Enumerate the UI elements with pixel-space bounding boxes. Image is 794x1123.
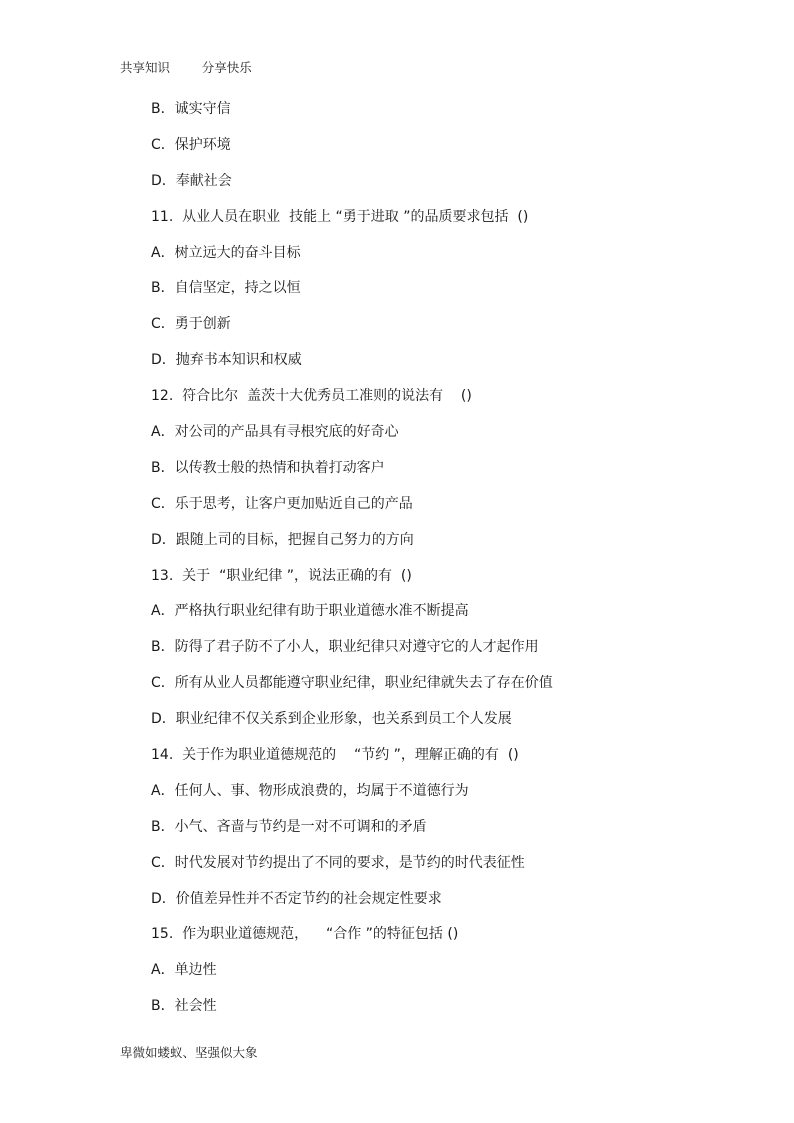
option-line: A．单边性 (151, 962, 217, 979)
option-line: C．乐于思考，让客户更加贴近自己的产品 (151, 495, 413, 512)
option-line: B．以传教士般的热情和执着打动客户 (151, 459, 385, 476)
option-line: A．对公司的产品具有寻根究底的好奇心 (151, 424, 399, 441)
page-footer: 卑微如蝼蚁、坚强似大象 (120, 1045, 258, 1060)
option-line: D．奉献社会 (151, 172, 232, 189)
option-line: D．职业纪律不仅关系到企业形象，也关系到员工个人发展 (151, 711, 512, 728)
option-line: A．严格执行职业纪律有助于职业道德水准不断提高 (151, 603, 469, 620)
option-line: C．保护环境 (151, 136, 231, 153)
option-line: B．社会性 (151, 998, 217, 1015)
question-line: 14. 关于作为职业道德规范的 “节约 ”，理解正确的有 () (151, 747, 519, 764)
option-line: B．小气、吝啬与节约是一对不可调和的矛盾 (151, 818, 427, 835)
question-line: 11. 从业人员在职业 技能上 “勇于进取 ”的品质要求包括 () (151, 208, 529, 225)
option-line: A．树立远大的奋斗目标 (151, 244, 301, 261)
question-line: 13. 关于 “职业纪律 ”，说法正确的有 () (151, 567, 412, 584)
question-line: 12. 符合比尔 盖茨十大优秀员工准则的说法有 () (151, 388, 472, 405)
option-line: B．防得了君子防不了小人，职业纪律只对遵守它的人才起作用 (151, 639, 539, 656)
page-header: 共享知识 分享快乐 (120, 60, 252, 75)
option-line: A．任何人、事、物形成浪费的，均属于不道德行为 (151, 782, 469, 799)
option-line: C．时代发展对节约提出了不同的要求，是节约的时代表征性 (151, 854, 525, 871)
option-line: B．诚实守信 (151, 101, 231, 117)
option-line: C．勇于创新 (151, 316, 231, 333)
option-line: C．所有从业人员都能遵守职业纪律，职业纪律就失去了存在价值 (151, 675, 553, 692)
option-line: B．自信坚定，持之以恒 (151, 280, 301, 297)
option-line: D．跟随上司的目标，把握自己努力的方向 (151, 531, 414, 548)
option-line: D．抛弃书本知识和权威 (151, 352, 302, 369)
question-list (151, 98, 751, 1031)
option-line: D．价值差异性并不否定节约的社会规定性要求 (151, 890, 442, 907)
question-line: 15. 作为职业道德规范， “合作 ”的特征包括 () (151, 926, 459, 943)
